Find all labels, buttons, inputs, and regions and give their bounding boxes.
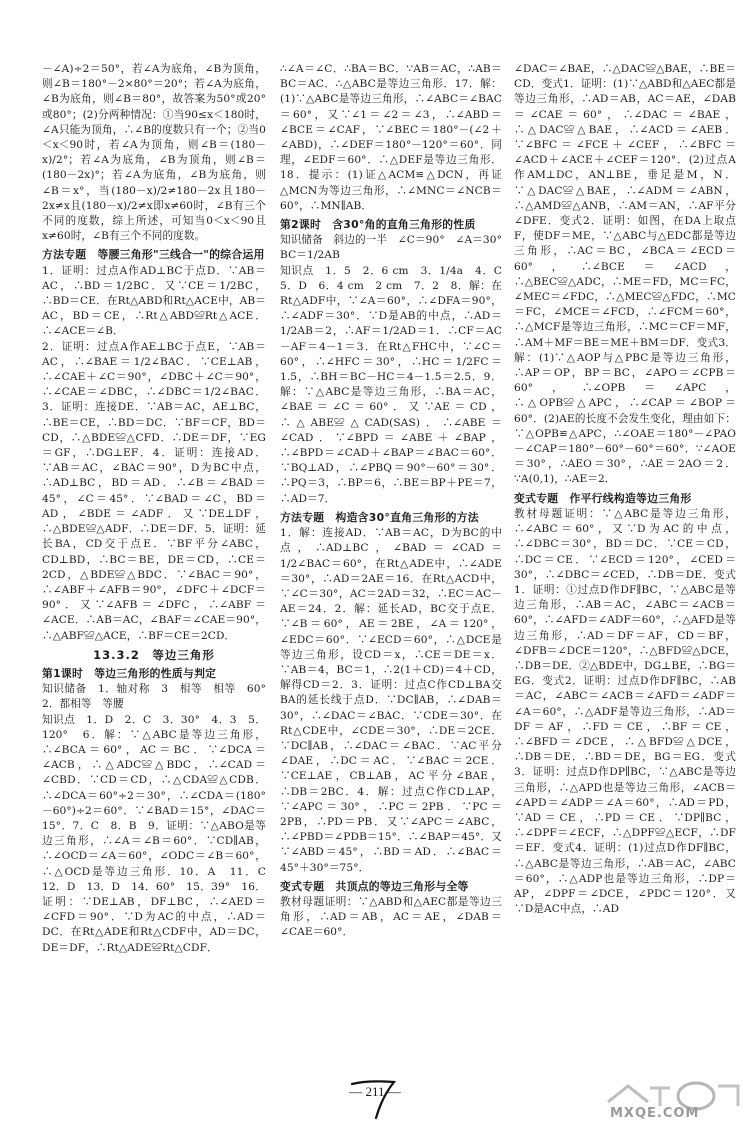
section-heading: 变式专题 共顶点的等边三角形与全等 bbox=[280, 879, 469, 893]
answer-paragraph: 知识储备 1．轴对称 3 相等 相等 60° 2．都相等 等腰 bbox=[42, 683, 277, 711]
answer-paragraph: －∠A)÷2＝50°，若∠A为底角，∠B为顶角，则∠B＝180°－2×80°＝20°；若∠A为底角，∠B为底角，则∠B＝80°，故答案为50°或20°或80°；(2)分两种情况：①当90≤x＜180时，∠A只能为顶角，∴∠B的度数只有一个；②当0＜x＜90时，若∠A为顶角，则∠B＝(180－x)/2°；若∠A为底角，∠B为顶角，则∠B＝(180－2x)°；若∠A为底角，∠B为底角，则∠B＝x°，当(180－x)/2≠180－2x且180－2x≠x且(180－x)/2≠x即x≠60时，∠B有三个不同的度数，综上所述，可知当0＜x＜90且x≠60时，∠B有三个不同的度数。 bbox=[42, 63, 266, 243]
answer-paragraph: 知识点 1．5 2．6 cm 3．1/4a 4．C 5．D 6．4 cm 2 cm 7．2 8．解：在Rt△ADF中，∵∠A＝60°，∴∠DFA＝90°，∴∠ADF＝30°．∵D是AB的中点，∴AD＝1/2AB＝2，∴AF＝1/2AD＝1．∴CF＝AC－AF＝4－1＝3．在Rt△FHC中，∵∠C＝60°，∴∠HFC＝30°，∴HC＝1/2FC＝1.5，∴BH＝BC－HC＝4－1.5＝2.5．9．解：∵△ABC是等边三角形，∴BA＝AC，∠BAE＝∠C＝60°．又∵AE＝CD，∴△ABE≌△CAD(SAS)．∴∠ABE＝∠CAD．∵∠BPD＝∠ABE＋∠BAP，∴∠BPD＝∠CAD＋∠BAP＝∠BAC＝60°．∵BQ⊥AD，∴∠PBQ＝90°－60°＝30°．∴PQ＝3，∴BP＝6，∴BE＝BP＋PE＝7，∴AD＝7． bbox=[280, 264, 513, 505]
answer-paragraph: ∴∠A＝∠C．∴BA＝BC．∵AB＝AC，∴AB＝BC＝AC．∴△ABC是等边三角形．17．解：(1)∵△ABC是等边三角形，∴∠ABC＝∠BAC＝60°，又∵∠1＝∠2＝∠3，∴∠ABD＝∠BCE＝∠CAF，∵∠BEC＝180°－(∠2＋∠ABD)，∴∠DEF＝180°－120°＝60°．同理，∠EDF＝60°．∴△DEF是等边三角形．18．提示：(1)证△ACM≌△DCN，再证△MCN为等边三角形，∴∠MNC＝∠NCB＝60°，∴MN∥AB． bbox=[280, 63, 502, 212]
answer-column-left bbox=[42, 62, 277, 1072]
answer-paragraph: 2．证明：过点A作AE⊥BC于点E，∵AB＝AC，∴∠BAE＝1/2∠BAC．∵CE⊥AB，∴∠CAE＋∠C＝90°，∠DBC＋∠C＝90°，∴∠CAE＝∠DBC，∴∠DBC＝1/2∠BAC．3．证明：连接DE．∵AB＝AC，AE⊥BC，∴BE＝CE，∴BD＝DC．∵BF＝CF，BD＝CD，∴△BDE≌△CFD．∴DE＝DF，∵EG＝GF，∴DG⊥EF．4．证明：连接AD．∵AB＝AC，∠BAC＝90°，D为BC中点，∴AD⊥BC，BD＝AD．∴∠B＝∠BAD＝45°，∠C＝45°．∵∠BAD＝∠C，BD＝AD，∠BDE＝∠ADF．又∵DE⊥DF，∴△BDE≌△ADF．∴DE＝DF．5．证明：延长BA，CD交于点E．∵BF平分∠ABC，CD⊥BD，∴BC＝BE，DE＝CD，∴CE＝2CD，△BDE≌△BDC．∵∠BAC＝90°，∴∠ABF＋∠AFB＝90°，∠DFC＋∠DCF＝90°．又∵∠AFB＝∠DFC，∴∠ABF＝∠ACE．∴AB＝AC，∠BAF＝∠CAE＝90°，∴△ABF≌△ACE，∴BF＝CE＝2CD． bbox=[42, 340, 266, 642]
section-title: 13.3.2 等边三角形 bbox=[93, 647, 215, 662]
section-heading: 方法专题 等腰三角形"三线合一"的综合运用 bbox=[42, 248, 265, 262]
answer-paragraph: 1．解：连接AD．∵AB＝AC，D为BC的中点，∴AD⊥BC，∠BAD＝∠CAD＝1/2∠BAC＝60°，在Rt△ADE中，∴∠ADE＝30°，∴AD＝2AE＝16．在Rt△ACD中，∵∠C＝30°，AC＝2AD＝32，∴EC＝AC－AE＝24．2．解：延长AD，BC交于点E．∵∠B＝60°，AE＝2BE，∠A＝120°，∠EDC＝60°．∵∠ECD＝60°，∴△DCE是等边三角形，设CD＝x，∴CE＝DE＝x．∵AB＝4，BC＝1，∴2(1＋CD)＝4＋CD，解得CD＝2．3．证明：过点C作CD⊥BA交BA的延长线于点D．∵DC∥AB，∴∠DAB＝30°，∴∠DAC＝∠BAC．∵CDE＝30°．在Rt△CDE中，∠CDE＝30°，∴DE＝2CE．∵DC∥AB，∴∠DAC＝∠BAC．∵AC平分∠DAE，∴DC＝AC．∵∠BAC＝2CE．∵CE⊥AE，CB⊥AB，AC平分∠BAE，∴DB＝2BC．4．解：过点C作CD⊥AP，∵∠APC＝30°，∴PC＝2PB．∵PC＝2PB，∴PD＝PB．又∵∠APC＝∠ABC，∴∠PBD＝∠PDB＝15°．∴∠BAP＝45°．又∵∠ABD＝45°，∴BD＝AD．∴∠BAC＝45°＋30°＝75°． bbox=[280, 527, 502, 874]
answer-paragraph: 1．证明：过点A作AD⊥BC于点D．∵AB＝AC，∴BD＝1/2BC．又∵CE＝1/2BC，∴BD＝CE．在Rt△ABD和Rt△ACE中，AB＝AC，BD＝CE，∴Rt△ABD≌Rt△ACE．∴∠ACE＝∠B． bbox=[42, 264, 266, 338]
answer-paragraph: 教材母题证明：∵△ABD和△AEC都是等边三角形，∴AD＝AB，AC＝AE，∠DAB＝∠CAE＝60°． bbox=[280, 895, 502, 939]
lesson-title: 第1课时 等边三角形的性质与判定 bbox=[42, 666, 217, 680]
answer-paragraph: 知识储备 斜边的一半 ∠C＝90° ∠A＝30° BC＝1/2AB bbox=[280, 234, 513, 262]
page-number: — 211 — bbox=[349, 1084, 401, 1099]
lesson-title: 第2课时 含30°角的直角三角形的性质 bbox=[280, 218, 476, 232]
answer-column-right bbox=[514, 62, 736, 1072]
answer-paragraph: 教材母题证明：∵△ABC是等边三角形，∴∠ABC＝60°，又∵D为AC的中点，∴∠DBC＝30°，BD＝DC．∵CE＝CD，∴DC＝CE．∵∠ECD＝120°，∠CED＝30°，∴∠DBC＝∠CED，∴DB＝DE．变式1．证明：①过点D作DF∥BC，∵△ABC是等边三角形，∴AB＝AC，∠ABC＝∠ACB＝60°，∴∠AFD＝∠ADF＝60°，∴△AFD是等边三角形，∴AD＝DF＝AF，CD＝BF，∠DFB＝∠DCE＝120°，∴△BFD≌△DCE，∴DB＝DE．②△BDE中，DG⊥BE，∴BG＝EG．变式2．证明：过点D作DF∥BC，∴AB＝AC，∠ABC＝∠ACB＝∠AFD＝∠ADF＝∠A＝60°，∴△ADF是等边三角形，∴AD＝DF＝AF，∴FD＝CE，∴BF＝CE，∴∠BFD＝∠DCE，∴△BFD≌△DCE，∴DB＝DE．∴BD＝DE，BG＝EG．变式3．证明：过点D作DP∥BC，∵△ABC是等边三角形，∴△APD也是等边三角形，∠ACB＝∠APD＝∠ADP＝∠A＝60°，∴AD＝PD，∵AD＝CE，∴PD＝CE．∵DP∥BC，∴∠DPF＝∠ECF，∴△DPF≌△ECF，∴DF＝EF．变式4．证明：(1)过点D作DF∥BC，∴△ABC是等边三角形，∴AB＝AC，∠ABC＝60°，∴△ADP也是等边三角形，∴DP＝AP，∠DPF＝∠DCE，∠PDC＝120°．又∵D是AC中点，∴AD bbox=[514, 507, 736, 916]
watermark-text: MXQE.COM bbox=[610, 1106, 700, 1121]
section-heading: 方法专题 构造含30°直角三角形的方法 bbox=[280, 510, 479, 524]
answer-paragraph: ∠DAC＝∠BAE，∴△DAC≌△BAE，∴BE＝CD．变式1．证明：(1)∵△ABD和△AEC都是等边三角形，∴AD＝AB，AC＝AE，∠DAB＝∠CAE＝60°，∴∠DAC＝∠BAE，∴△DAC≌△BAE，∴∠ACD＝∠AEB．∵∠BFC＝∠FCE＋∠CEF，∴∠BFC＝∠ACD＋∠ACE＋∠CEF＝120°．(2)过点A作AM⊥DC，AN⊥BE，垂足是M，N．∵△DAC≌△BAE，∴∠ADM＝∠ABN，∴△AMD≌△ANB，∴AM＝AN，∴AF平分∠DFE．变式2．证明：如图，在DA上取点F，使DF＝ME，∵△ABC与△EDC都是等边三角形，∴AC＝BC，∠BCA＝∠ECD＝60°，∴∠BCE＝∠ACD，∴△BEC≌△ADC，∴ME＝FD，MC＝FC，∠MEC＝∠FDC，∴△MEC≌△FDC，∴MC＝FC，∠MCE＝∠FCD，∴∠FCM＝60°，∴△MCF是等边三角形，∴MC＝CF＝MF，∴AM＋MF＝BE＝ME＋BM＝DF．变式3．解：(1)∵△AOP与△PBC是等边三角形，∴AP＝OP，BP＝BC，∠APO＝∠CPB＝60°，∴∠OPB＝∠APC，∴△OPB≌△APC，∴∠CAP＝∠BOP＝60°．(2)AE的长度不会发生变化，理由如下：∵△OPB≌△APC，∴∠OAE＝180°－∠PAO－∠CAP＝180°－60°－60°＝60°．∵∠AOE＝30°，∴AEO＝30°，∴AE＝2AO＝2．∵A(0,1)，∴AE＝2． bbox=[514, 63, 736, 486]
section-heading: 变式专题 作平行线构造等边三角形 bbox=[514, 491, 692, 505]
page-number-value: 211 bbox=[365, 1084, 385, 1099]
answer-paragraph: 知识点 1．D 2．C 3．30° 4．3 5．120° 6．解：∵△ABC是等边三角形，∴∠BCA＝60°，AC＝BC．∵∠DCA＝∠ACB，∴△ADC≌△BDC，∴∠CAD＝∠CBD．∵CD＝CD，∴△CDA≌△CDB．∴∠DCA＝60°÷2＝30°，∴∠CDA＝(180°－60°)÷2＝60°．∵∠BAD＝15°，∠DAC＝15°．7．C 8．B 9．证明：∵△ABO是等边三角形，∴∠A＝∠B＝60°．∵CD∥AB，∴∠OCD＝∠A＝60°，∠ODC＝∠B＝60°，∴△OCD是等边三角形．10．A 11．C 12．D 13．D 14．60° 15．39° 16．证明：∵DE⊥AB，DF⊥BC，∴∠AED＝∠CFD＝90°．∵D为AC的中点，∴AD＝DC．在Rt△ADE和Rt△CDF中，AD＝DC，DE＝DF，∴Rt△ADE≌Rt△CDF． bbox=[42, 713, 277, 954]
handwritten-seven-mark bbox=[346, 1076, 406, 1120]
answer-column-middle bbox=[280, 62, 513, 1072]
